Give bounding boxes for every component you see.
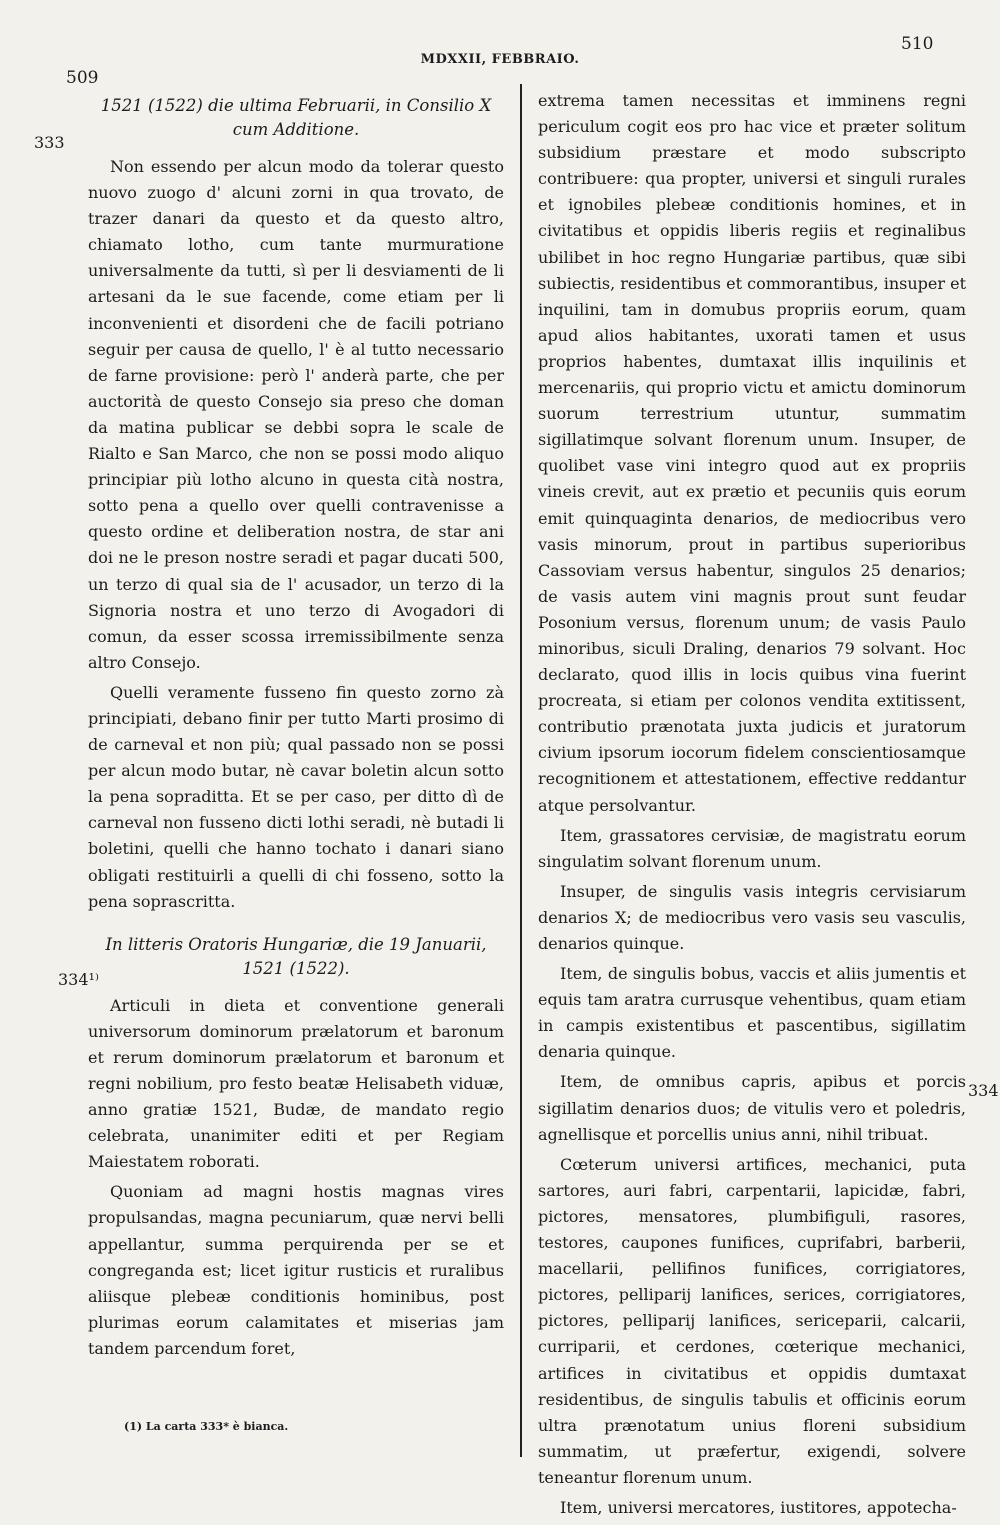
- left-column: [88, 88, 504, 1366]
- page-number-left: 509: [66, 68, 99, 88]
- entry-heading-333: 1521 (1522) die ultima Februarii, in Consilio X cum Additione.: [100, 96, 492, 139]
- paragraph: Item, de omnibus capris, apibus et porcis sigillatim denarios duos; de vitulis vero et poledris, agnellisque et porcellis unius anni, nihil tribuat.: [538, 1072, 966, 1144]
- margin-number-333: 333: [34, 133, 65, 152]
- right-column: [538, 88, 966, 1525]
- margin-number-334-left: 334¹⁾: [58, 970, 99, 989]
- paragraph: Item, grassatores cervisiæ, de magistratu eorum singulatim solvant florenum unum.: [538, 825, 966, 871]
- paragraph: extrema tamen necessitas et imminens regni periculum cogit eos pro hac vice et præter solitum subsidium præstare et modo subscripto contribuere: qua propter, universi et singuli rurales et ignobiles plebeæ conditionis homines, et in civitatibus et oppidis liberis regiis et reginalibus ubilibet in hoc regno Hungariæ partibus, quæ sibi subiectis, residentibus et commorantibus, insuper et inquilini, tam in domubus propriis eorum, quam apud alios habitantes, uxorati tamen et usus proprios habentes, dumtaxat illis inquilinis et mercenariis, qui proprio victu et amictu dominorum suorum terrestrium utuntur, summatim sigillatimque solvant florenum unum. Insuper, de quolibet vase vini integro quod aut ex propriis vineis crevit, aut ex prætio et pecuniis quis eorum emit quinquaginta denarios, de mediocribus vero vasis minorum, prout in partibus superioribus Cassoviam versus habentur, singulos 25 denarios; de vasis autem vini magnis prout sunt feudar Posonium versus, florenum unum; de vasis Paulo minoribus, siculi Draling, denarios 79 solvant. Hoc declarato, quod illis in locis quibus vina fuerint procreata, si etiam per colonos vendita extitissent, contributio prænotata juxta judicis et juratorum civium ipsorum iocorum fidelem conscientiosamque recognitionem et attestationem, effective reddantur atque persolvantur.: [538, 91, 966, 815]
- paragraph: Articuli in dieta et conventione generali universorum dominorum prælatorum et baronum et rerum dominorum prælatorum et baronum et regni nobilium, pro festo beatæ Helisabeth viduæ, anno gratiæ 1521, Budæ, de mandato regio celebrata, unanimiter editi et per Regiam Maiestatem roborati.: [88, 995, 504, 1172]
- paragraph: Item, universi mercatores, iustitores, appotecha-: [560, 1497, 957, 1517]
- footnote: (1) La carta 333* è bianca.: [124, 1420, 289, 1433]
- running-head: MDXXII, FEBBRAIO.: [420, 52, 580, 67]
- column-divider: [520, 84, 522, 1457]
- paragraph: Item, de singulis bobus, vaccis et aliis jumentis et equis tam aratra currusque vehentibus, quam etiam in campis existentibus et pascentibus, sigillatim denaria quinque.: [538, 964, 966, 1062]
- paragraph: Quelli veramente fusseno fin questo zorno zà principiati, debano finir per tutto Marti prosimo di de carneval et non più; qual passado non se possi per alcun modo butar, nè cavar boletin alcun sotto la pena sopraditta. Et se per caso, per ditto dì de carneval non fusseno dicti lothi seradi, nè butadi li boletini, quelli che hanno tochato i danari siano obligati restituirli a quelli di chi fosseno, sotto la pena soprascritta.: [88, 682, 504, 911]
- paragraph: Non essendo per alcun modo da tolerar questo nuovo zuogo d' alcuni zorni in qua trovato, de trazer danari da questo et da questo altro, chiamato lotho, cum tante murmuratione universalmente da tutti, sì per li desviamenti de li artesani da le sue facende, come etiam per li inconvenienti et disordeni che de facili potriano seguir per causa de quello, l' è al tutto necessario de farne provisione: però l' anderà parte, che per auctorità de questo Consejo sia preso che doman da matina publicar se debbi sopra le scale de Rialto e San Marco, che non se possi modo aliquo principiar più lotho alcuno in questa cità nostra, sotto pena a quello over quelli contravenisse a questo ordine et deliberation nostra, de star ani doi ne le preson nostre seradi et pagar ducati 500, un terzo di qual sia de l' acusador, un terzo di la Signoria nostra et uno terzo di Avogadori di comun, da esser scossa irremissibilmente senza altro Consejo.: [88, 157, 504, 672]
- paragraph: Cœterum universi artifices, mechanici, puta sartores, auri fabri, carpentarii, lapicidæ, fabri, pictores, mensatores, plumbifiguli, rasores, testores, caupones funifices, cuprifabri, barberii, macellarii, pellifinos funifices, corrigiatores, pictores, pelliparij lanifices, serices, corrigiatores, pictores, pelliparij lanifices, sericeparii, calcarii, curriparii, et cerdones, cœterique mechanici, artifices in civitatibus et oppidis dumtaxat residentibus, de singulis tabulis et officinis eorum ultra prænotatum unius floreni subsidium summatim, ut præfertur, exigendi, solvere teneantur florenum unum.: [538, 1154, 966, 1487]
- margin-number-334-right: 334: [968, 1081, 999, 1100]
- entry-heading-334: In litteris Oratoris Hungariæ, die 19 Januarii, 1521 (1522).: [105, 934, 487, 978]
- paragraph: Insuper, de singulis vasis integris cervisiarum denarios X; de mediocribus vero vasis seu vasculis, denarios quinque.: [538, 881, 966, 953]
- paragraph: Quoniam ad magni hostis magnas vires propulsandas, magna pecuniarum, quæ nervi belli appellantur, summa perquirenda per se et congreganda est; licet igitur rusticis et ruralibus aliisque plebeæ conditionis hominibus, post plurimas eorum calamitates et miserias jam tandem parcendum foret,: [88, 1182, 504, 1358]
- page-number-right: 510: [901, 34, 934, 54]
